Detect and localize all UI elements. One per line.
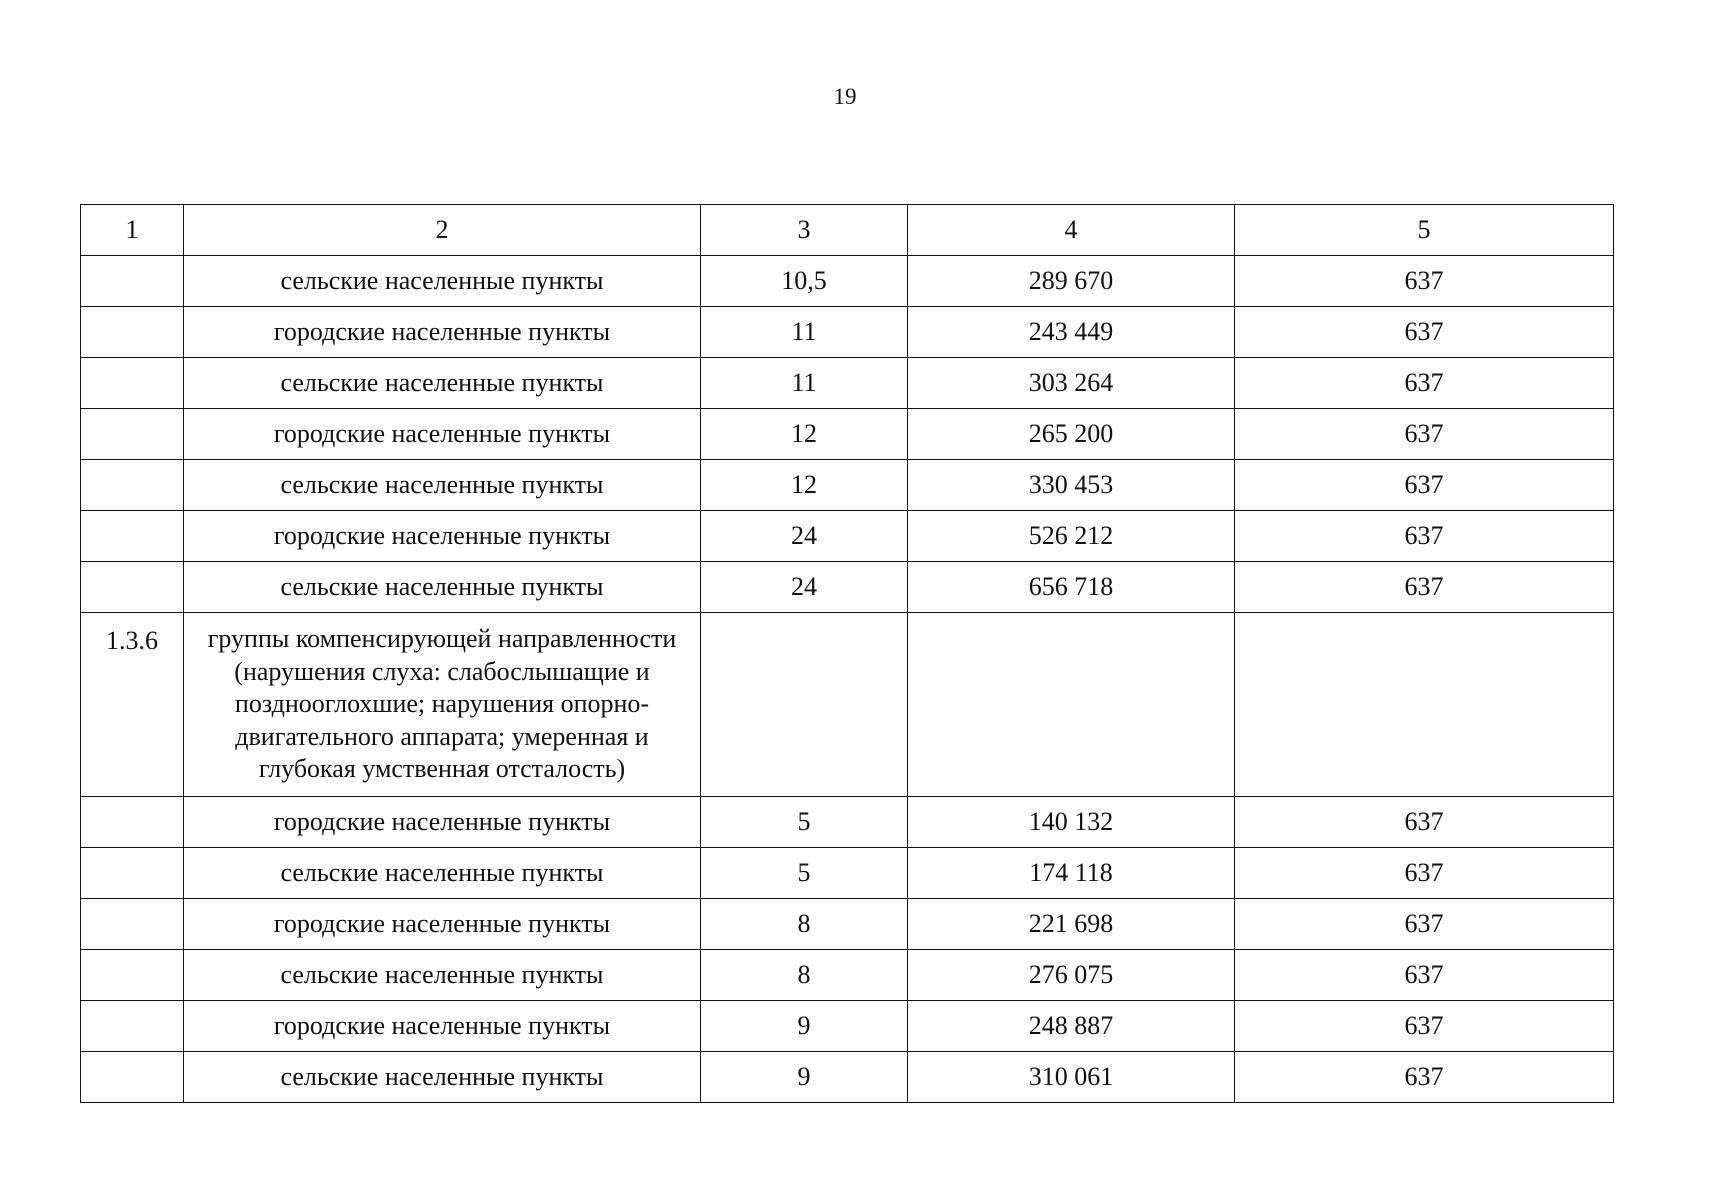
section-title-cell: группы компенсирующей направленности (нарушения слуха: слабослышащие и позднооглохшие; нарушения опорно-двигательного аппарата; умеренная и глубокая умственная отсталость)	[184, 613, 701, 797]
value-cell: 12	[701, 460, 908, 511]
value-cell: 8	[701, 898, 908, 949]
table-row	[81, 847, 1614, 898]
settlement-type-cell: сельские населенные пункты	[184, 562, 701, 613]
settlement-type-cell: городские населенные пункты	[184, 511, 701, 562]
value-cell: 289 670	[908, 256, 1235, 307]
settlement-type-cell: сельские населенные пункты	[184, 460, 701, 511]
value-cell	[1235, 613, 1614, 797]
value-cell: 11	[701, 358, 908, 409]
table-row	[81, 1000, 1614, 1051]
value-cell: 637	[1235, 307, 1614, 358]
value-cell: 221 698	[908, 898, 1235, 949]
value-cell: 637	[1235, 562, 1614, 613]
value-cell: 526 212	[908, 511, 1235, 562]
value-cell: 637	[1235, 796, 1614, 847]
value-cell: 9	[701, 1051, 908, 1102]
value-cell: 637	[1235, 1051, 1614, 1102]
value-cell: 11	[701, 307, 908, 358]
table-row	[81, 307, 1614, 358]
column-header: 1	[81, 205, 184, 256]
value-cell: 637	[1235, 847, 1614, 898]
value-cell: 140 132	[908, 796, 1235, 847]
table-row	[81, 949, 1614, 1000]
settlement-type-cell: сельские населенные пункты	[184, 358, 701, 409]
settlement-type-cell: городские населенные пункты	[184, 1000, 701, 1051]
table-row	[81, 562, 1614, 613]
value-cell: 276 075	[908, 949, 1235, 1000]
value-cell: 243 449	[908, 307, 1235, 358]
value-cell: 248 887	[908, 1000, 1235, 1051]
data-table	[80, 204, 1614, 1103]
value-cell: 637	[1235, 358, 1614, 409]
row-number-cell	[81, 358, 184, 409]
value-cell: 10,5	[701, 256, 908, 307]
table-row	[81, 409, 1614, 460]
table-row	[81, 256, 1614, 307]
table-header-row	[81, 205, 1614, 256]
value-cell: 637	[1235, 256, 1614, 307]
value-cell: 330 453	[908, 460, 1235, 511]
settlement-type-cell: сельские населенные пункты	[184, 949, 701, 1000]
row-number-cell	[81, 511, 184, 562]
settlement-type-cell: сельские населенные пункты	[184, 1051, 701, 1102]
settlement-type-cell: сельские населенные пункты	[184, 847, 701, 898]
settlement-type-cell: городские населенные пункты	[184, 898, 701, 949]
table-row	[81, 511, 1614, 562]
row-number-cell	[81, 898, 184, 949]
table-row	[81, 1051, 1614, 1102]
value-cell: 9	[701, 1000, 908, 1051]
value-cell: 8	[701, 949, 908, 1000]
value-cell: 310 061	[908, 1051, 1235, 1102]
value-cell: 174 118	[908, 847, 1235, 898]
value-cell: 303 264	[908, 358, 1235, 409]
value-cell: 265 200	[908, 409, 1235, 460]
page-number: 19	[833, 84, 857, 109]
table-row	[81, 460, 1614, 511]
column-header: 4	[908, 205, 1235, 256]
column-header: 2	[184, 205, 701, 256]
row-number-cell	[81, 409, 184, 460]
section-number-cell: 1.3.6	[81, 613, 184, 797]
value-cell: 637	[1235, 409, 1614, 460]
value-cell	[908, 613, 1235, 797]
settlement-type-cell: сельские населенные пункты	[184, 256, 701, 307]
section-heading-row	[81, 613, 1614, 797]
value-cell: 637	[1235, 460, 1614, 511]
column-header: 3	[701, 205, 908, 256]
value-cell: 24	[701, 511, 908, 562]
value-cell: 637	[1235, 511, 1614, 562]
row-number-cell	[81, 949, 184, 1000]
row-number-cell	[81, 460, 184, 511]
value-cell: 5	[701, 796, 908, 847]
row-number-cell	[81, 847, 184, 898]
row-number-cell	[81, 307, 184, 358]
value-cell: 656 718	[908, 562, 1235, 613]
table-row	[81, 898, 1614, 949]
row-number-cell	[81, 1000, 184, 1051]
value-cell: 24	[701, 562, 908, 613]
column-header: 5	[1235, 205, 1614, 256]
row-number-cell	[81, 256, 184, 307]
settlement-type-cell: городские населенные пункты	[184, 409, 701, 460]
value-cell: 5	[701, 847, 908, 898]
value-cell: 12	[701, 409, 908, 460]
value-cell	[701, 613, 908, 797]
value-cell: 637	[1235, 1000, 1614, 1051]
settlement-type-cell: городские населенные пункты	[184, 307, 701, 358]
table-row	[81, 358, 1614, 409]
row-number-cell	[81, 562, 184, 613]
table-row	[81, 796, 1614, 847]
value-cell: 637	[1235, 898, 1614, 949]
row-number-cell	[81, 796, 184, 847]
row-number-cell	[81, 1051, 184, 1102]
settlement-type-cell: городские населенные пункты	[184, 796, 701, 847]
value-cell: 637	[1235, 949, 1614, 1000]
